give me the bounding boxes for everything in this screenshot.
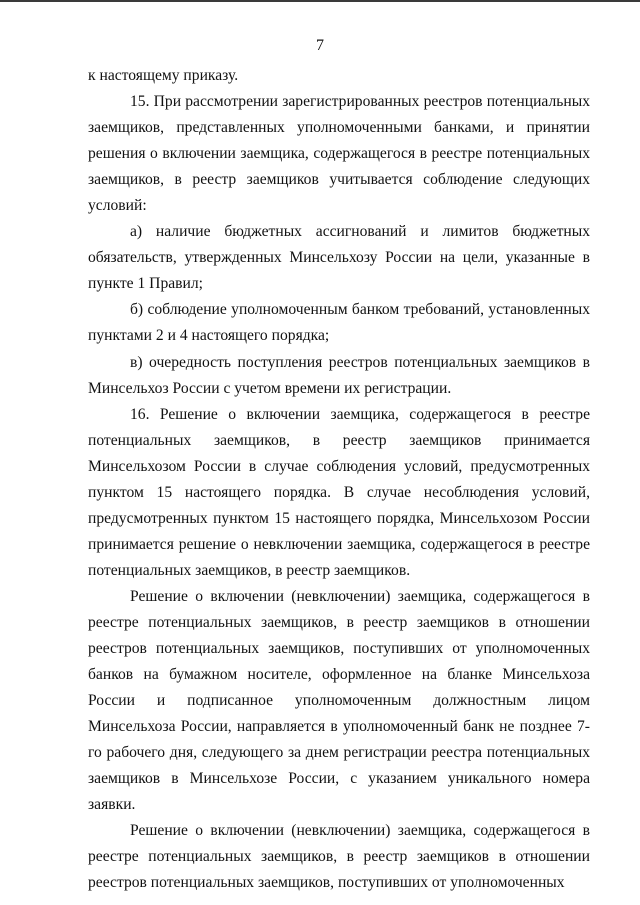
document-body [88, 63, 590, 897]
paragraph-continuation: к настоящему приказу. [88, 67, 239, 84]
paragraph-decision-paper: Решение о включении (невключении) заемщика, содержащегося в реестре потенциальных заемщиков, в реестр заемщиков в отношении реестров потенциальных заемщиков, поступивших от уполномоченных банков на бумажном носителе, оформленное на бланке Минсельхоза России и подписанное уполномоченным должностным лицом Минсельхоза России, направляется в уполномоченный банк не позднее 7-го рабочего дня, следующего за днем регистрации реестра потенциальных заемщиков в Минсельхозе России, с указанием уникального номера заявки. [88, 587, 590, 814]
scan-edge-line [0, 0, 640, 2]
page-number: 7 [316, 37, 324, 54]
paragraph-subitem-v: в) очередность поступления реестров потенциальных заемщиков в Минсельхоз России с учетом времени их регистрации. [88, 353, 590, 397]
paragraph-item-16: 16. Решение о включении заемщика, содержащегося в реестре потенциальных заемщиков, в реестр заемщиков принимается Минсельхозом России в случае соблюдения условий, предусмотренных пунктом 15 настоящего порядка. В случае несоблюдения условий, предусмотренных пунктом 15 настоящего порядка, Минсельхозом России принимается решение о невключении заемщика, содержащегося в реестре потенциальных заемщиков, в реестр заемщиков. [88, 405, 590, 579]
paragraph-subitem-b: б) соблюдение уполномоченным банком требований, установленных пунктами 2 и 4 настоящего порядка; [88, 301, 590, 345]
paragraph-subitem-a: а) наличие бюджетных ассигнований и лимитов бюджетных обязательств, утвержденных Минсельхозу России на цели, указанные в пункте 1 Правил; [88, 223, 590, 293]
paragraph-decision-continued: Решение о включении (невключении) заемщика, содержащегося в реестре потенциальных заемщиков, в реестр заемщиков в отношении реестров потенциальных заемщиков, поступивших от уполномоченных [88, 822, 590, 892]
paragraph-item-15: 15. При рассмотрении зарегистрированных реестров потенциальных заемщиков, представленных уполномоченными банками, и принятии решения о включении заемщика, содержащегося в реестре потенциальных заемщиков, в реестр заемщиков учитывается соблюдение следующих условий: [88, 93, 590, 215]
